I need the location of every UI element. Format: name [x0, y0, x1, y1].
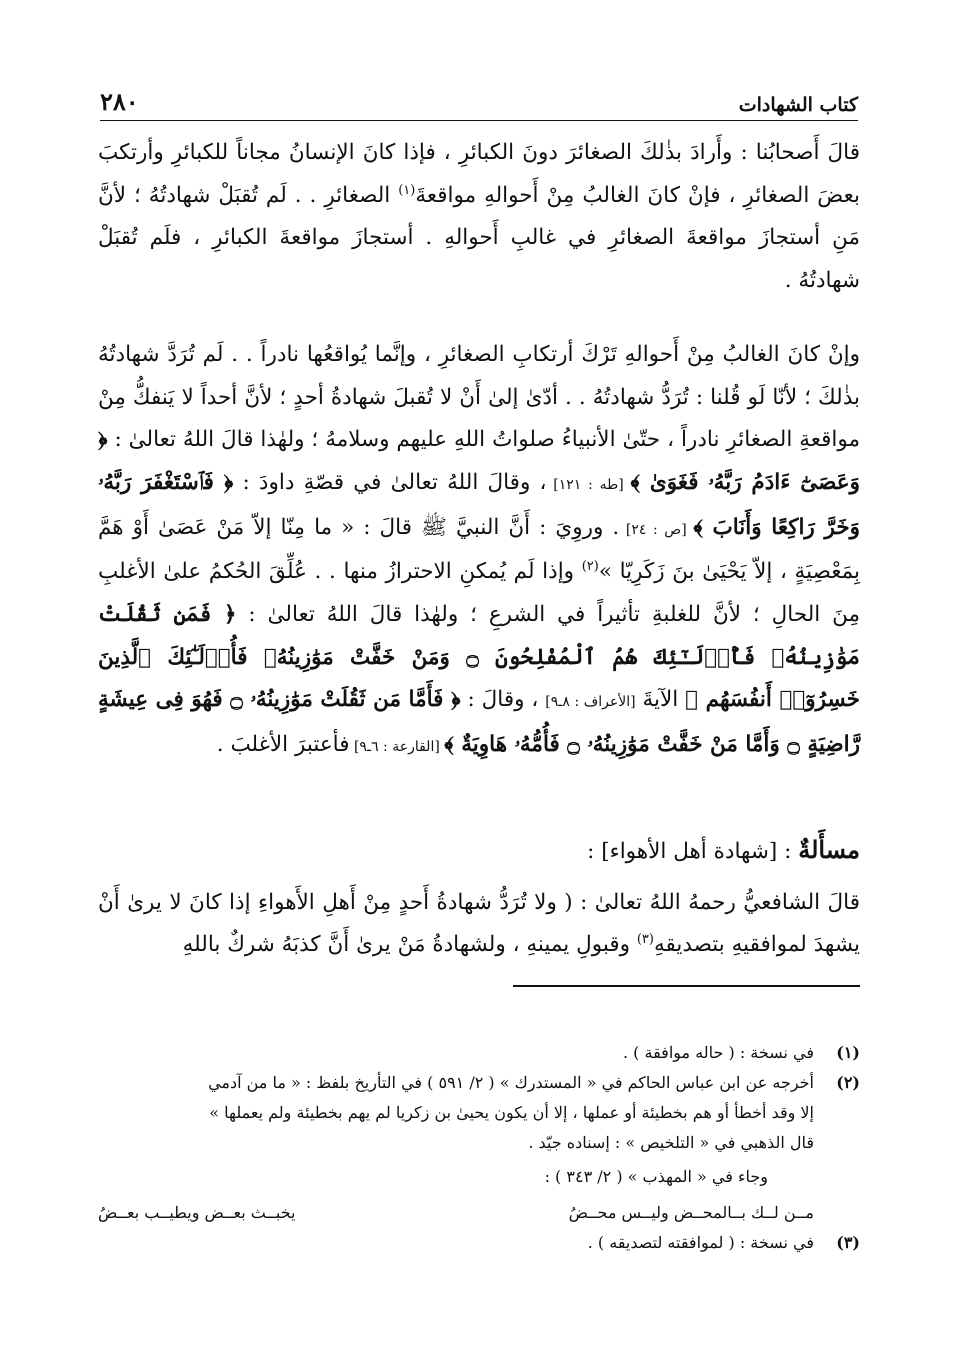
verse-reference: [ص : ٢٤] — [619, 521, 694, 538]
footnote-line: في نسخة : ( لموافقته لتصديقه ) . — [587, 1233, 814, 1252]
running-title: كتاب الشهادات — [738, 94, 858, 116]
issue-heading — [98, 829, 860, 874]
paragraph-text: فأعتبرَ الأغلبَ . — [216, 732, 350, 758]
footnote-marker: (٣) — [636, 932, 654, 948]
footnote-marker: (١) — [398, 182, 416, 198]
issue-title: : [شهادة أهل الأهواء] : — [587, 838, 799, 864]
paragraph-text: وقبولِ يمينهِ ، ولشهادةُ مَنْ يرىٰ أَنَّ كذبَهُ شركٌ باللهِ — [182, 932, 637, 958]
poem-verse — [98, 1198, 860, 1228]
verse-reference: [القارعة : ٦ـ٩] — [349, 739, 445, 756]
quran-verse: ﴿ فَٱسْتَغْفَرَ رَبَّهُۥ وَخَرَّ رَاكِعًا وَأَنَابَ ﴾ — [98, 469, 860, 540]
paragraph-text: الآيةَ — [635, 687, 686, 713]
footnote-number: (١) — [836, 1043, 860, 1062]
footnote — [98, 1228, 860, 1258]
footnote-line: وجاء في « المهذب » ( ٢/ ٣٤٣ ) : — [544, 1167, 768, 1186]
paragraph-text: ، وقالَ : — [460, 687, 546, 713]
verse-hemistich-right: مــن لــك بــالمحــض وليــس محــضُ — [568, 1203, 814, 1222]
verse-hemistich-left: يخبــث بعــض ويطيــب بعــضُ — [98, 1203, 296, 1222]
paragraph — [98, 882, 860, 967]
quran-verse: ﴿ وَعَصَىٰٓ ءَادَمُ رَبَّهُۥ فَغَوَىٰ ﴾ — [98, 427, 860, 495]
quran-verse: ﴿ فَمَن ثَقُلَتْ مَوَٰزِينُهُۥ فَأُو۟لَـٰٓئِكَ هُمُ ٱلْمُفْلِحُونَ ۝ وَمَنْ خَفَّتْ مَوَٰزِينُهُۥ فَأُو۟لَـٰٓئِكَ ٱلَّذِينَ خَسِرُوٓا۟ أَنفُسَهُم ﴾ — [98, 602, 861, 713]
verse-reference: [طه : ١٢١] — [546, 476, 631, 493]
main-text — [98, 132, 860, 967]
footnote-marker: (٢) — [581, 559, 599, 575]
footnote-number: (٣) — [836, 1233, 860, 1252]
footnote-line: في نسخة : ( حاله موافقة ) . — [623, 1043, 814, 1062]
footnote-line: قال الذهبي في « التلخيص » : إسناده جيّد . — [528, 1133, 814, 1152]
paragraph-text: . وروِيَ : أَنَّ النبيَّ ﷺ قالَ : « ما مِنّا إلاّ مَنْ عَصَىٰ أَوْ هَمَّ بِمَعْصِيَةٍ ، إلاّ يَحْيَىٰ بنَ زَكَرِيّا » — [98, 514, 861, 585]
running-header — [100, 82, 858, 116]
paragraph-text: ، وقالَ اللهُ تعالىٰ في قصّةِ داودَ : — [233, 469, 547, 495]
page-number: ٢٨٠ — [100, 87, 139, 116]
paragraph-text: الصغائرِ . . لَم تُقبَلْ شهادتُهُ ؛ لأنَّ مَنِ أستجازَ مواقعةَ الصغائرِ في غالبِ أَحوالهِ . أستجازَ مواقعةَ الكبائرِ ، فلَم تُقبَلْ شهادتُهُ . — [98, 182, 860, 294]
footnote-number: (٢) — [836, 1073, 860, 1092]
quran-verse: ﴿ فَأَمَّا مَن ثَقُلَتْ مَوَٰزِينُهُۥ ۝ فَهُوَ فِى عِيشَةٍ رَّاضِيَةٍ ۝ وَأَمَّا مَنْ خَفَّتْ مَوَٰزِينُهُۥ ۝ فَأُمُّهُۥ هَاوِيَةٌ ﴾ — [98, 687, 860, 758]
paragraph — [98, 334, 860, 769]
paragraph-text: قالَ أَصحابُنا : وأَرادَ بذٰلكَ الصغائرَ دونَ الكبائرِ ، فإذا كانَ الإنسانُ مجاناً للكبائرِ وأرتكبَ بعضَ الصغائرِ ، فإنْ كانَ الغالبُ مِنْ أَحوالهِ مواقعةَ — [98, 140, 860, 208]
footnote — [98, 1038, 860, 1068]
footnote-line: أخرجه عن ابن عباس الحاكم في « المستدرك » ( ٢/ ٥٩١ ) في التأريخ بلفظ : « ما من آدمي — [208, 1073, 814, 1092]
footnote-rule — [513, 985, 860, 987]
footnotes — [98, 1038, 860, 1258]
footnote-line: إلا وقد أخطأ أو هم بخطيئة أو عملها ، إلا أن يكون يحيىٰ بن زكريا لم يهم بخطيئة ولم يعملها » — [209, 1103, 814, 1122]
verse-reference: [الأعراف : ٨ـ٩] — [545, 694, 636, 711]
paragraph-text: وإذا لَم يُمكنِ الاحترازُ منها . . عُلِّقَ الحُكمُ علىٰ الأغلبِ مِنَ الحالِ ؛ لأنَّ للغلبةِ تأثيراً في الشرعِ ؛ ولهٰذا قالَ اللهُ تعالىٰ : — [98, 559, 860, 628]
issue-label: مسأَلةٌ — [798, 834, 860, 864]
header-rule — [100, 120, 858, 121]
paragraph-text: وإنْ كانَ الغالبُ مِنْ أَحوالهِ تَرْكَ أرتكابِ الصغائرِ ، وإنَّما يُواقعُها نادراً . . لَم تُرَدَّ شهادتُهُ بذٰلكَ ؛ لأنّا لَو قُلنا : تُرَدُّ شهادتُهُ . . أدّىٰ إلىٰ أَنْ لا تُقبلَ شهادةُ أحدٍ ؛ لأنَّ أحداً لا يَنفكُّ مِنْ مواقعةِ الصغائرِ نادراً ، حتّىٰ الأنبياءُ صلواتُ اللهِ عليهم وسلامهُ ؛ ولهٰذا قالَ اللهُ تعالىٰ : — [98, 341, 860, 453]
footnote — [98, 1068, 860, 1192]
paragraph — [98, 132, 860, 303]
paragraph-text: قالَ الشافعيُّ رحمهُ اللهُ تعالىٰ : ( ولا تُرَدُّ شهادةُ أَحدٍ مِنْ أَهلِ الأَهواءِ إذا كانَ لا يرىٰ أَنْ يشهدَ لموافقيهِ بتصديقهِ — [98, 889, 860, 958]
